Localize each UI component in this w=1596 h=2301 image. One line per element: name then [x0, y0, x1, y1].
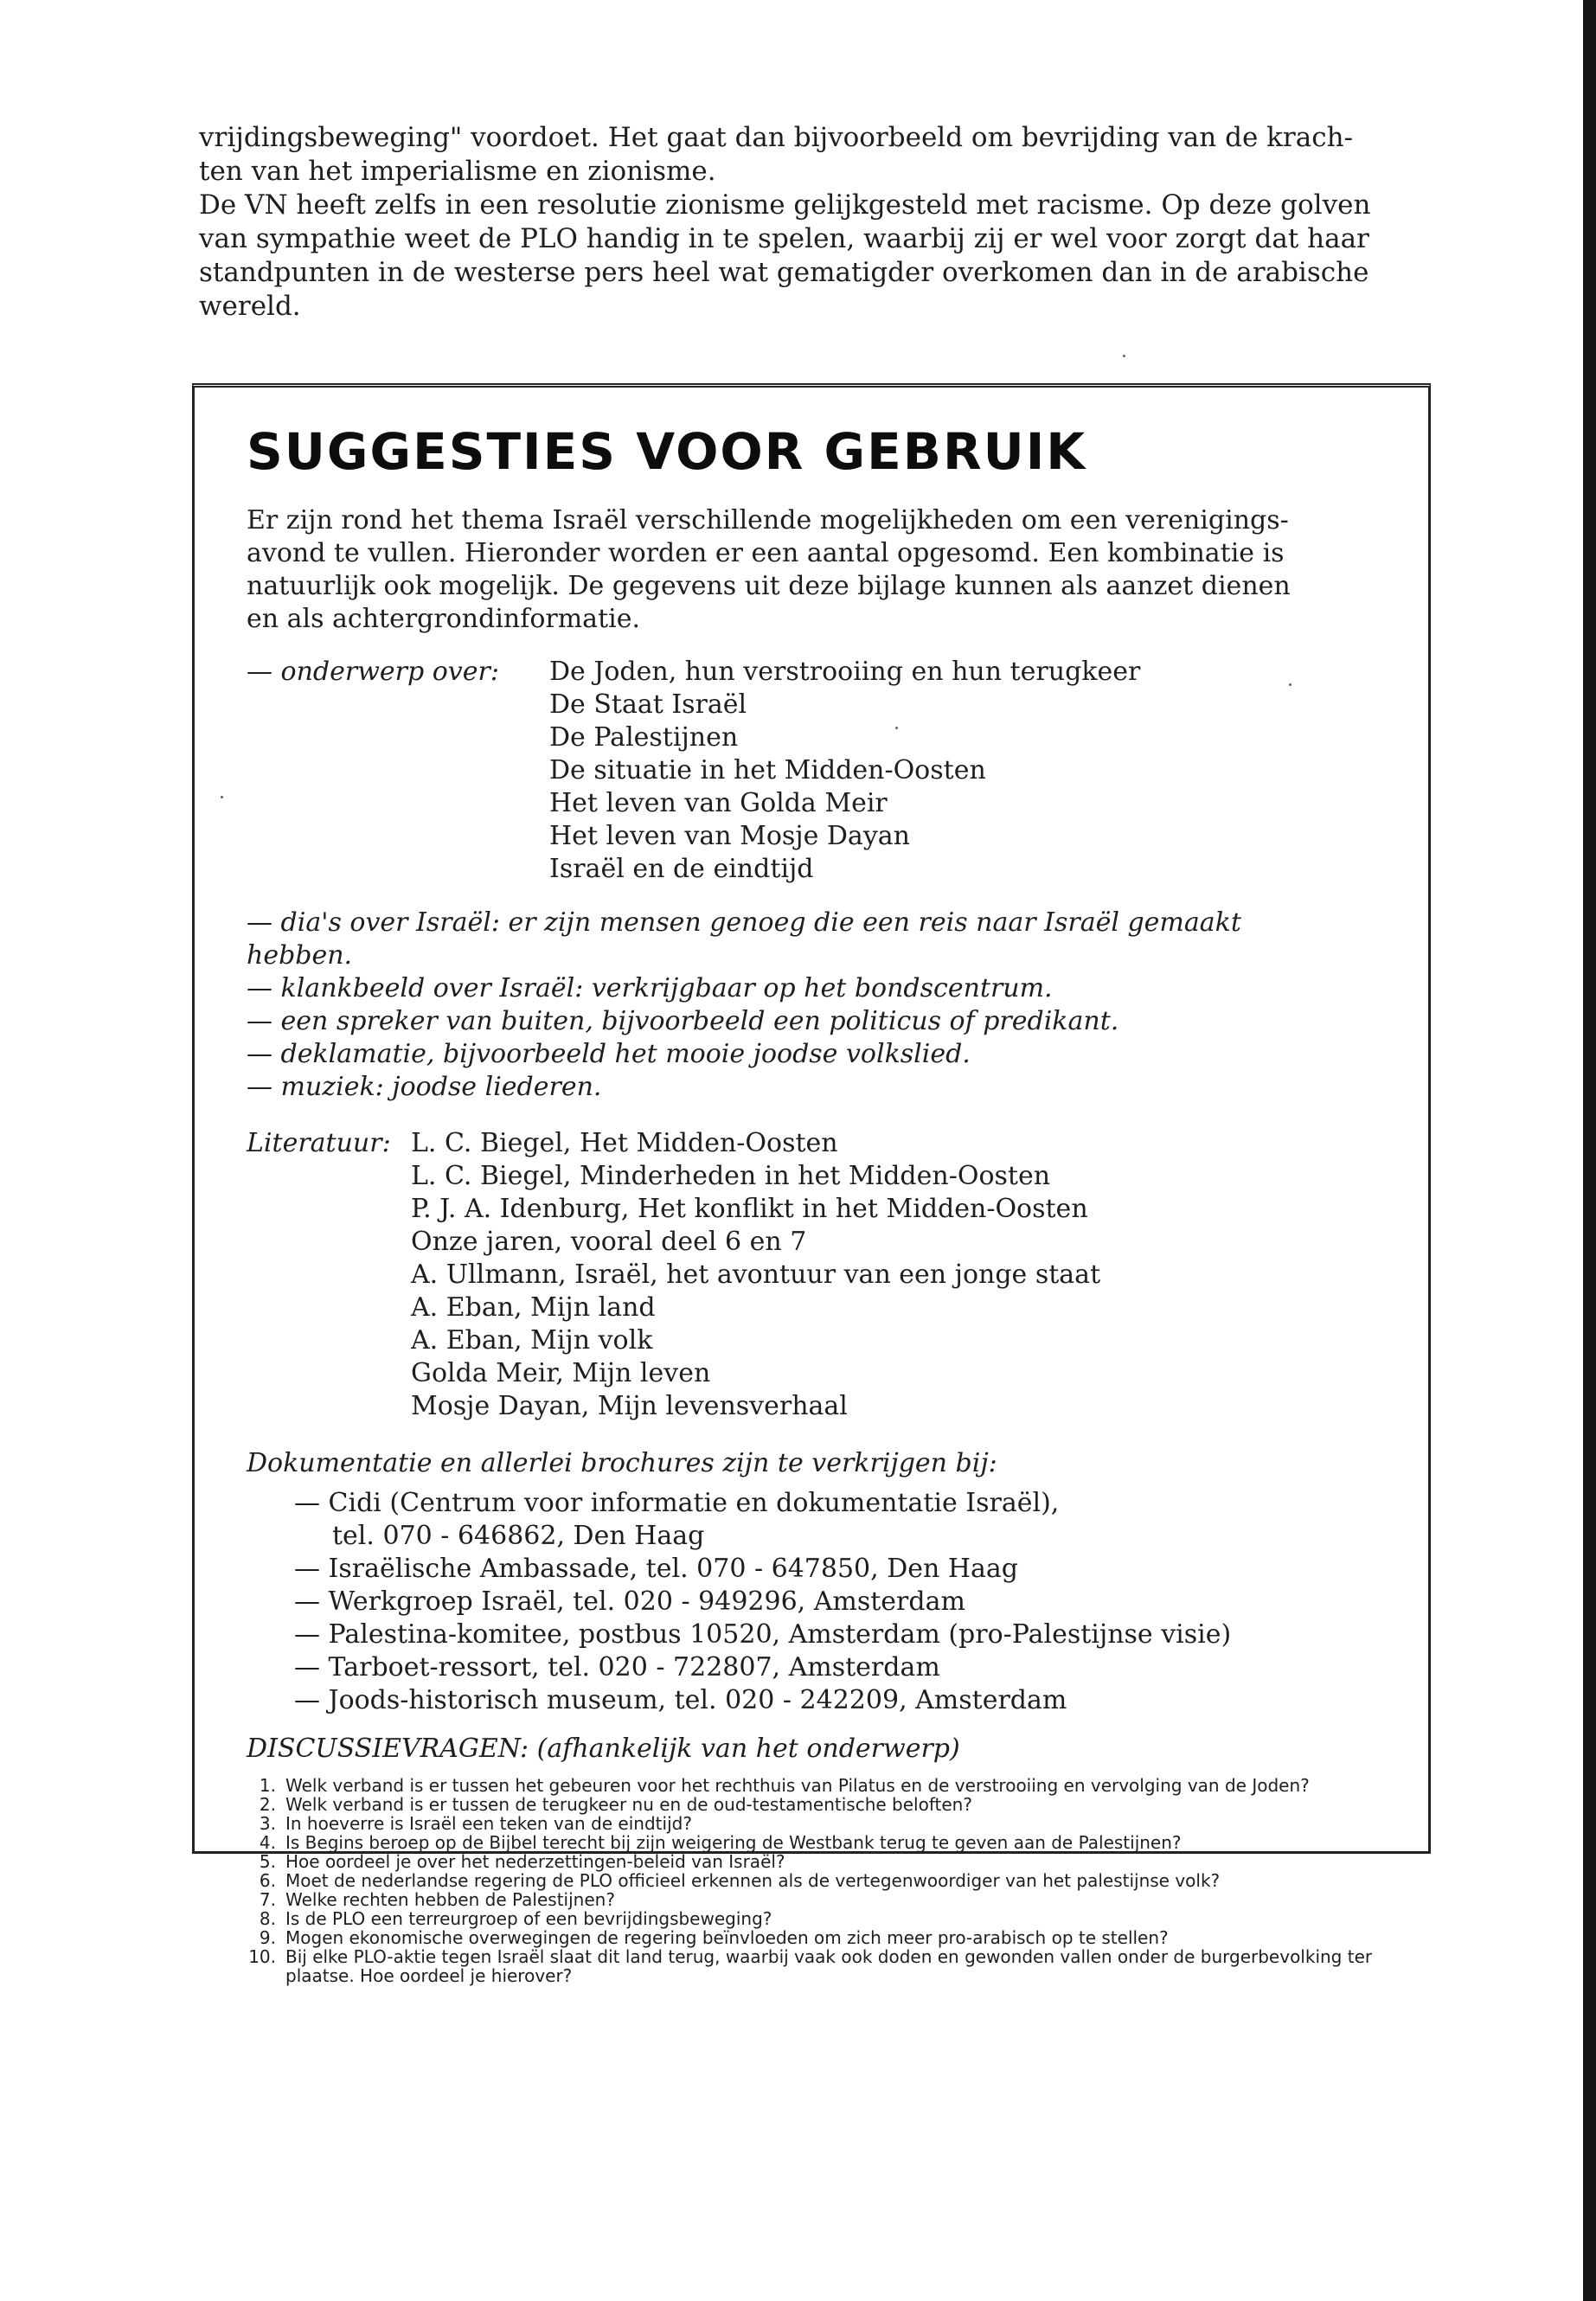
question-text: Is de PLO een terreurgroep of een bevrijdingsbeweging?	[285, 1908, 772, 1929]
question-text: In hoeverre is Israël een teken van de eindtijd?	[285, 1813, 692, 1834]
topics-list	[549, 656, 1140, 886]
literature-label: Literatuur:	[247, 1128, 391, 1158]
intro-paragraph	[199, 121, 1427, 324]
literature-item: Golda Meir, Mijn leven	[411, 1358, 711, 1388]
suggestions-box	[192, 383, 1431, 1986]
activity-item: — dia's over Israël: er zijn mensen genoeg die een reis naar Israël gemaakt	[247, 907, 1241, 938]
topic-item: De Staat Israël	[549, 689, 747, 720]
box-title: SUGGESTIES VOOR GEBRUIK	[247, 422, 1087, 481]
discussion-question	[247, 1852, 1406, 1871]
question-text: Welk verband is er tussen de terugkeer nu en de oud-testamentische beloften?	[285, 1794, 972, 1815]
box-intro	[247, 504, 1406, 636]
question-text: Mogen ekonomische overwegingen de regering beïnvloeden om zich meer pro-arabisch op te stellen?	[285, 1927, 1169, 1948]
discussion-question	[247, 1814, 1406, 1833]
discussion-question	[247, 1947, 1406, 1985]
question-number: 2.	[259, 1794, 276, 1815]
question-number: 10.	[248, 1946, 276, 1967]
intro-line: wereld.	[199, 291, 301, 322]
discussion-heading: DISCUSSIEVRAGEN: (afhankelijk van het onderwerp)	[247, 1734, 960, 1764]
literature-item: L. C. Biegel, Minderheden in het Midden-Oosten	[411, 1161, 1051, 1191]
box-intro-line: avond te vullen. Hieronder worden er een aantal opgesomd. Een kombinatie is	[247, 538, 1285, 568]
question-number: 3.	[259, 1813, 276, 1834]
activity-item: — een spreker van buiten, bijvoorbeeld een politicus of predikant.	[247, 1006, 1119, 1036]
scan-edge-bar	[1583, 0, 1596, 2301]
documentation-section	[247, 1447, 1406, 1717]
question-number: 6.	[259, 1870, 276, 1891]
question-text: Welke rechten hebben de Palestijnen?	[285, 1889, 615, 1910]
question-number: 9.	[259, 1927, 276, 1948]
question-text: Hoe oordeel je over het nederzettingen-beleid van Israël?	[285, 1851, 785, 1872]
literature-item: A. Eban, Mijn land	[411, 1292, 656, 1323]
discussion-question	[247, 1776, 1406, 1795]
topic-item: Het leven van Golda Meir	[549, 788, 888, 818]
topic-item: De Palestijnen	[549, 722, 739, 753]
discussion-question	[247, 1871, 1406, 1890]
activity-item: — muziek: joodse liederen.	[247, 1072, 602, 1102]
activities-section	[247, 907, 1406, 1104]
literature-item: A. Eban, Mijn volk	[411, 1325, 653, 1356]
question-number: 7.	[259, 1889, 276, 1910]
box-intro-line: Er zijn rond het thema Israël verschillende mogelijkheden om een verenigings-	[247, 505, 1289, 535]
documentation-item: — Israëlische Ambassade, tel. 070 - 647850, Den Haag	[294, 1554, 1019, 1584]
intro-line: vrijdingsbeweging" voordoet. Het gaat dan bijvoorbeeld om bevrijding van de krach-	[199, 122, 1354, 153]
documentation-item: — Palestina-komitee, postbus 10520, Amsterdam (pro-Palestijnse visie)	[294, 1619, 1232, 1650]
literature-item: L. C. Biegel, Het Midden-Oosten	[411, 1128, 838, 1158]
question-number: 8.	[259, 1908, 276, 1929]
box-intro-line: en als achtergrondinformatie.	[247, 604, 641, 634]
intro-line: De VN heeft zelfs in een resolutie zionisme gelijkgesteld met racisme. Op deze golven	[199, 189, 1371, 221]
discussion-question	[247, 1928, 1406, 1947]
literature-item: A. Ullmann, Israël, het avontuur van een jonge staat	[411, 1259, 1101, 1290]
documentation-list	[294, 1487, 1406, 1717]
topics-label: — onderwerp over:	[247, 657, 499, 687]
discussion-section	[247, 1733, 1406, 1985]
scan-speck	[1123, 355, 1125, 357]
activity-item: — klankbeeld over Israël: verkrijgbaar op het bondscentrum.	[247, 973, 1053, 1003]
literature-list	[411, 1127, 1100, 1423]
discussion-question	[247, 1795, 1406, 1814]
discussion-question	[247, 1909, 1406, 1928]
activity-item: — deklamatie, bijvoorbeeld het mooie joodse volkslied.	[247, 1039, 971, 1069]
activity-item: hebben.	[247, 940, 353, 971]
question-text: Is Begins beroep op de Bijbel terecht bij zijn weigering de Westbank terug te geven aan de Palestijnen?	[285, 1832, 1182, 1853]
literature-item: P. J. A. Idenburg, Het konflikt in het Midden-Oosten	[411, 1194, 1088, 1224]
question-number: 1.	[259, 1775, 276, 1796]
intro-line: standpunten in de westerse pers heel wat gematigder overkomen dan in de arabische	[199, 257, 1369, 288]
documentation-item: tel. 070 - 646862, Den Haag	[332, 1521, 705, 1551]
question-text: Welk verband is er tussen het gebeuren voor het rechthuis van Pilatus en de verstrooiing en vervolging van de Joden?	[285, 1775, 1310, 1796]
documentation-item: — Tarboet-ressort, tel. 020 - 722807, Amsterdam	[294, 1652, 940, 1682]
literature-item: Onze jaren, vooral deel 6 en 7	[411, 1227, 807, 1257]
intro-line: ten van het imperialisme en zionisme.	[199, 156, 716, 187]
topic-item: Het leven van Mosje Dayan	[549, 821, 910, 851]
question-text: Bij elke PLO-aktie tegen Israël slaat dit land terug, waarbij vaak ook doden en gewonden vallen onder de burgerbevolking ter plaatse. Hoe oordeel je hierover?	[285, 1946, 1373, 1986]
question-text: Moet de nederlandse regering de PLO officieel erkennen als de vertegenwoordiger van het palestijnse volk?	[285, 1870, 1221, 1891]
question-number: 4.	[259, 1832, 276, 1853]
box-intro-line: natuurlijk ook mogelijk. De gegevens uit deze bijlage kunnen als aanzet dienen	[247, 571, 1291, 601]
topic-item: Israël en de eindtijd	[549, 854, 814, 884]
discussion-question	[247, 1890, 1406, 1909]
discussion-list	[247, 1776, 1406, 1985]
documentation-item: — Werkgroep Israël, tel. 020 - 949296, Amsterdam	[294, 1586, 965, 1617]
discussion-question	[247, 1833, 1406, 1852]
topic-item: De Joden, hun verstrooiing en hun terugkeer	[549, 657, 1141, 687]
intro-line: van sympathie weet de PLO handig in te spelen, waarbij zij er wel voor zorgt dat haar	[199, 223, 1369, 254]
topic-item: De situatie in het Midden-Oosten	[549, 755, 986, 785]
documentation-item: — Cidi (Centrum voor informatie en dokumentatie Israël),	[294, 1488, 1060, 1518]
literature-item: Mosje Dayan, Mijn levensverhaal	[411, 1391, 848, 1421]
documentation-heading: Dokumentatie en allerlei brochures zijn te verkrijgen bij:	[247, 1448, 997, 1478]
documentation-item: — Joods-historisch museum, tel. 020 - 242209, Amsterdam	[294, 1685, 1067, 1715]
question-number: 5.	[259, 1851, 276, 1872]
